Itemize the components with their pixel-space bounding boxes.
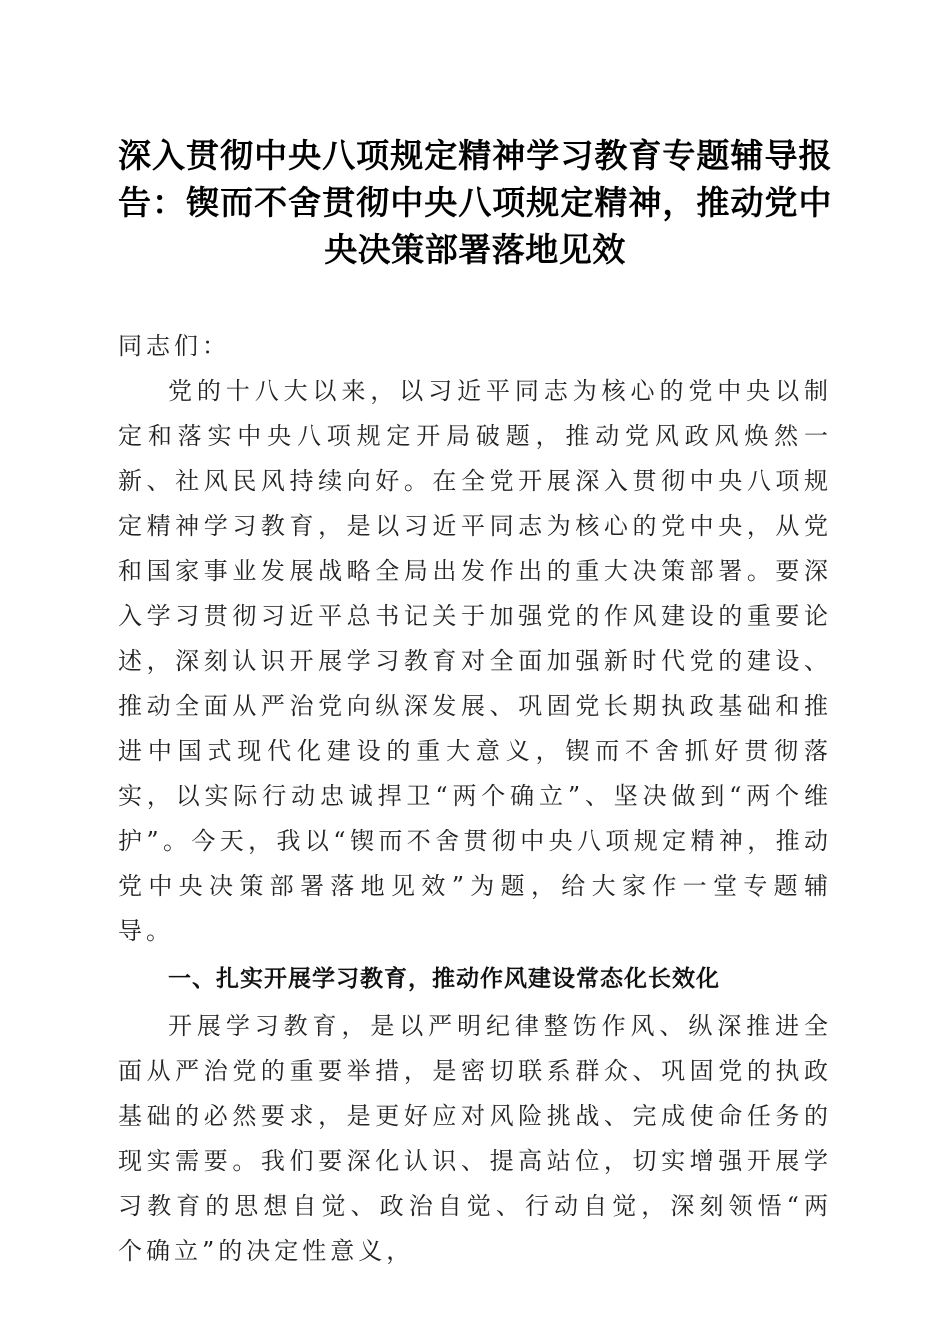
salutation: 同志们：: [118, 332, 230, 360]
section-heading: 一、扎实开展学习教育，推动作风建设常态化长效化: [168, 966, 720, 992]
section-paragraph: 开展学习教育，是以严明纪律整饬作风、纵深推进全面从严治党的重要举措，是密切联系群众、巩固党的执政基础的必然要求，是更好应对风险挑战、完成使命任务的现实需要。我们要深化认识、提高站位，切实增强开展学习教育的思想自觉、政治自觉、行动自觉，深刻领悟“两个确立”的决定性意义，: [118, 1012, 832, 1265]
document-title: 深入贯彻中央八项规定精神学习教育专题辅导报告：锲而不舍贯彻中央八项规定精神，推动党中央决策部署落地见效: [118, 136, 832, 269]
body-paragraph: 党的十八大以来，以习近平同志为核心的党中央以制定和落实中央八项规定开局破题，推动党风政风焕然一新、社风民风持续向好。在全党开展深入贯彻中央八项规定精神学习教育，是以习近平同志为核心的党中央，从党和国家事业发展战略全局出发作出的重大决策部署。要深入学习贯彻习近平总书记关于加强党的作风建设的重要论述，深刻认识开展学习教育对全面加强新时代党的建设、推动全面从严治党向纵深发展、巩固党长期执政基础和推进中国式现代化建设的重大意义，锲而不舍抓好贯彻落实，以实际行动忠诚捍卫“两个确立”、坚决做到“两个维护”。今天，我以“锲而不舍贯彻中央八项规定精神，推动党中央决策部署落地见效”为题，给大家作一堂专题辅导。: [118, 377, 832, 945]
document-body: [118, 324, 832, 1274]
